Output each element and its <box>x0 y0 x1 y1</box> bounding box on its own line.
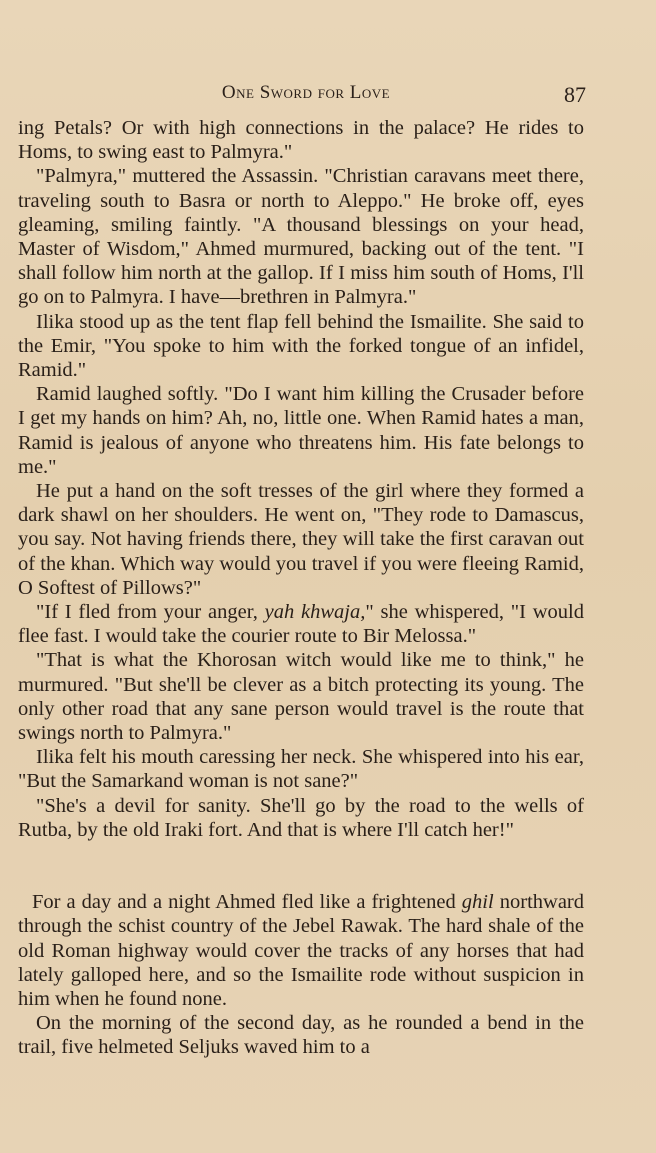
paragraph <box>18 648 584 745</box>
paragraph <box>18 382 584 479</box>
text-run: "That is what the Khorosan witch would like me to think," he murmured. "But she'll be clever as a bitch protecting its young. The only other road that any sane person would travel is the route that swings north to Palmyra." <box>18 649 584 745</box>
text-run: Ilika felt his mouth caressing her neck. She whispered into his ear, "But the Samarkand woman is not sane?" <box>18 746 584 793</box>
text-run: ing Petals? Or with high connections in the palace? He rides to Homs, to swing east to Palmyra." <box>18 117 584 164</box>
paragraph <box>18 164 584 309</box>
italic-text: ghil <box>461 891 494 914</box>
paragraph <box>18 745 584 793</box>
text-run: He put a hand on the soft tresses of the girl where they formed a dark shawl on her shoulders. He went on, "They rode to Damascus, you say. Not having friends there, they will take the first caravan out of the khan. Which way would you travel if you were fleeing Ramid, O Softest of Pillows?" <box>18 480 584 599</box>
paragraph <box>18 116 584 164</box>
paragraph <box>18 794 584 842</box>
body-text <box>18 116 584 1060</box>
text-run: "If I fled from your anger, <box>36 601 265 624</box>
paragraph <box>18 1011 584 1059</box>
paragraph <box>18 310 584 383</box>
text-run: "She's a devil for sanity. She'll go by the road to the wells of Rutba, by the old Iraki fort. And that is where I'll catch her!" <box>18 794 584 841</box>
text-run: "Palmyra," muttered the Assassin. "Christian caravans meet there, traveling south to Basra or north to Aleppo." He broke off, eyes gleaming, smiling faintly. "A thousand blessings on your head, Master of Wisdom," Ahmed murmured, backing out of the tent. "I shall follow him north at the gallop. If I miss him south of Homs, I'll go on to Palmyra. I have—brethren in Palmyra." <box>18 165 584 309</box>
text-run: " she whispered, "I would flee fast. I would take the courier route to Bir Melossa." <box>18 601 584 648</box>
text-run: Ramid laughed softly. "Do I want him killing the Crusader before I get my hands on him? Ah, no, little one. When Ramid hates a man, Ramid is jealous of anyone who threatens him. His fate belongs to me." <box>18 383 584 478</box>
text-run: Ilika stood up as the tent flap fell behind the Ismailite. She said to the Emir, "You spoke to him with the forked tongue of an infidel, Ramid." <box>18 310 584 382</box>
text-run: On the morning of the second day, as he rounded a bend in the trail, five helmeted Seljuks waved him to a <box>18 1012 584 1059</box>
paragraph <box>18 890 584 1011</box>
running-title: One Sword for Love <box>221 82 391 103</box>
paragraph <box>18 600 584 648</box>
page-header <box>18 82 594 112</box>
page-number: 87 <box>564 82 586 107</box>
text-run: northward through the schist country of the Jebel Rawak. The hard shale of the old Roman highway would cover the tracks of any horses that had lately galloped here, and so the Ismailite rode without suspicion in him when he found none. <box>18 891 584 1010</box>
paragraph <box>18 479 584 600</box>
italic-text: yah khwaja, <box>264 601 366 624</box>
text-run: For a day and a night Ahmed fled like a frightened <box>32 891 462 914</box>
